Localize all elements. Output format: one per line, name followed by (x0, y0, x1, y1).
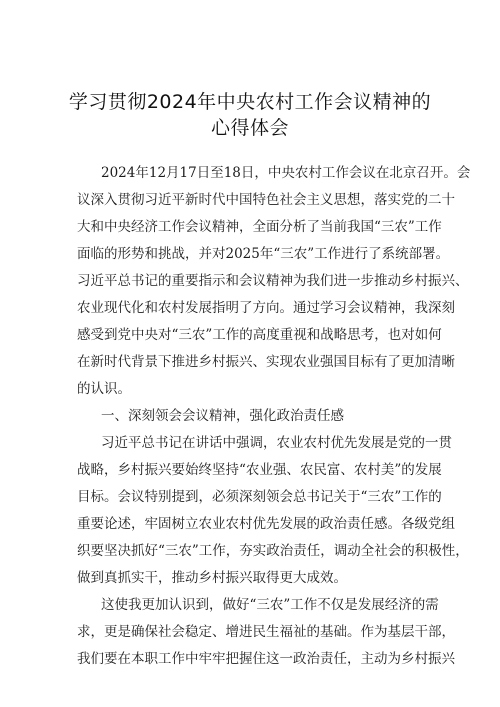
body-line: 求，更是确保社会稳定、增进民生福祉的基础。作为基层干部， (77, 624, 455, 640)
body-line: 议深入贯彻习近平新时代中国特色社会主义思想，落实党的二十 (77, 192, 455, 208)
body-line: 这使我更加认识到，做好“三农”工作不仅是发展经济的需 (101, 597, 439, 613)
document-title-line-1: 学习贯彻2024年中央农村工作会议精神的 (68, 91, 432, 113)
body-line: 重要论述，牢固树立农业农村优先发展的政治责任感。各级党组 (77, 516, 455, 532)
section-heading: 一、深刻领会会议精神，强化政治责任感 (101, 408, 344, 424)
body-line: 做到真抓实干，推动乡村振兴取得更大成效。 (77, 570, 347, 586)
body-line: 农业现代化和农村发展指明了方向。通过学习会议精神，我深刻 (77, 300, 455, 316)
body-line: 感受到党中央对“三农”工作的高度重视和战略思考，也对如何 (77, 327, 442, 343)
document-title-line-2: 心得体会 (210, 117, 289, 139)
body-line: 战略，乡村振兴要始终坚持“农业强、农民富、农村美”的发展 (77, 462, 442, 478)
body-line: 习近平总书记在讲话中强调，农业农村优先发展是党的一贯 (101, 435, 452, 451)
body-line: 织要坚决抓好“三农”工作，夯实政治责任，调动全社会的积极性， (77, 543, 469, 559)
body-line: 2024年12月17日至18日，中央农村工作会议在北京召开。会 (101, 165, 471, 181)
body-line: 习近平总书记的重要指示和会议精神为我们进一步推动乡村振兴、 (77, 273, 469, 289)
body-line: 面临的形势和挑战，并对2025年“三农”工作进行了系统部署。 (77, 246, 450, 262)
body-line: 在新时代背景下推进乡村振兴、实现农业强国目标有了更加清晰 (77, 354, 455, 370)
body-line: 目标。会议特别提到，必须深刻领会总书记关于“三农”工作的 (77, 489, 442, 505)
body-line: 的认识。 (77, 381, 131, 397)
body-line: 我们要在本职工作中牢牢把握住这一政治责任，主动为乡村振兴 (77, 651, 455, 667)
body-line: 大和中央经济工作会议精神，全面分析了当前我国“三农”工作 (77, 219, 442, 235)
